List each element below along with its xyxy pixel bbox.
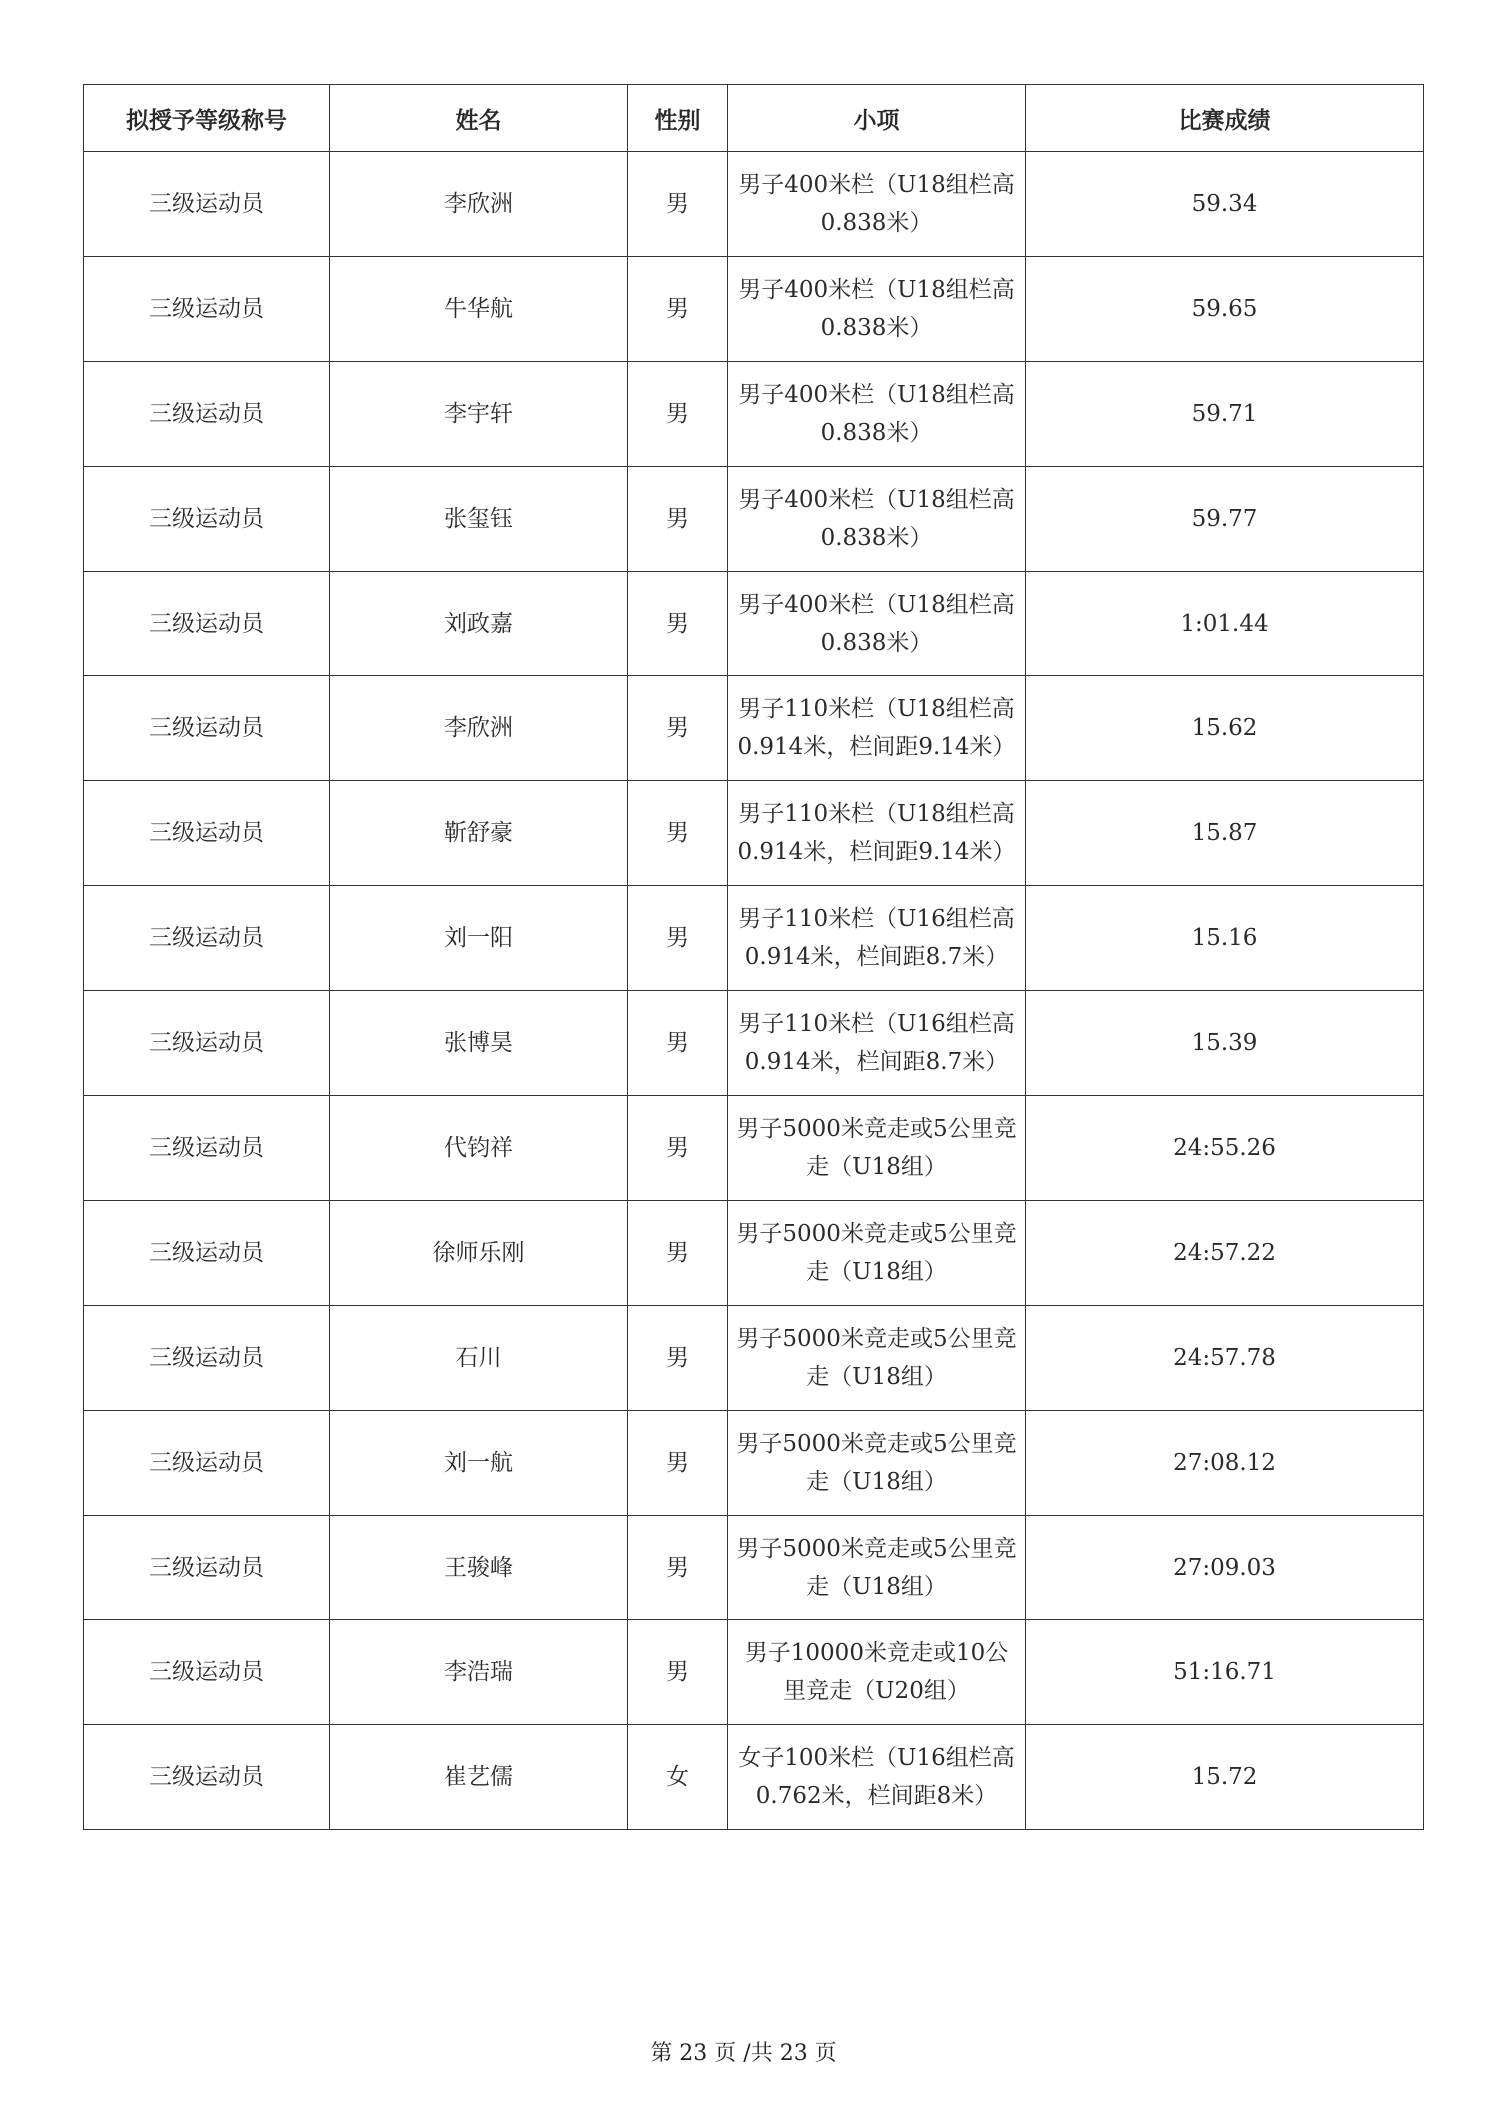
table-body <box>84 152 1424 1830</box>
cell-result: 1:01.44 <box>1026 571 1424 676</box>
cell-name: 刘一航 <box>330 1410 628 1515</box>
table-row <box>84 571 1424 676</box>
cell-grade-title: 三级运动员 <box>84 1515 330 1620</box>
cell-gender: 男 <box>628 571 728 676</box>
cell-result: 15.72 <box>1026 1725 1424 1830</box>
cell-grade-title: 三级运动员 <box>84 781 330 886</box>
cell-gender: 女 <box>628 1725 728 1830</box>
cell-event: 男子110米栏（U18组栏高0.914米，栏间距9.14米） <box>728 781 1026 886</box>
cell-name: 刘政嘉 <box>330 571 628 676</box>
cell-gender: 男 <box>628 152 728 257</box>
cell-name: 石川 <box>330 1305 628 1410</box>
header-name: 姓名 <box>330 85 628 152</box>
cell-grade-title: 三级运动员 <box>84 1305 330 1410</box>
table-row <box>84 676 1424 781</box>
cell-result: 24:57.78 <box>1026 1305 1424 1410</box>
cell-event: 男子400米栏（U18组栏高0.838米） <box>728 152 1026 257</box>
cell-name: 李欣洲 <box>330 676 628 781</box>
cell-grade-title: 三级运动员 <box>84 361 330 466</box>
cell-name: 李欣洲 <box>330 152 628 257</box>
cell-gender: 男 <box>628 256 728 361</box>
cell-grade-title: 三级运动员 <box>84 1200 330 1305</box>
cell-event: 男子110米栏（U16组栏高0.914米，栏间距8.7米） <box>728 991 1026 1096</box>
cell-event: 女子100米栏（U16组栏高0.762米，栏间距8米） <box>728 1725 1026 1830</box>
table-row <box>84 1200 1424 1305</box>
cell-event: 男子5000米竞走或5公里竞走（U18组） <box>728 1305 1026 1410</box>
cell-grade-title: 三级运动员 <box>84 466 330 571</box>
table-row <box>84 1725 1424 1830</box>
cell-gender: 男 <box>628 1305 728 1410</box>
cell-grade-title: 三级运动员 <box>84 886 330 991</box>
cell-name: 张玺钰 <box>330 466 628 571</box>
cell-grade-title: 三级运动员 <box>84 152 330 257</box>
cell-gender: 男 <box>628 1410 728 1515</box>
table-row <box>84 1620 1424 1725</box>
cell-name: 刘一阳 <box>330 886 628 991</box>
cell-gender: 男 <box>628 1096 728 1201</box>
cell-grade-title: 三级运动员 <box>84 991 330 1096</box>
header-gender: 性别 <box>628 85 728 152</box>
cell-name: 靳舒豪 <box>330 781 628 886</box>
cell-gender: 男 <box>628 991 728 1096</box>
cell-event: 男子5000米竞走或5公里竞走（U18组） <box>728 1200 1026 1305</box>
cell-result: 15.39 <box>1026 991 1424 1096</box>
cell-gender: 男 <box>628 676 728 781</box>
cell-result: 24:55.26 <box>1026 1096 1424 1201</box>
cell-event: 男子400米栏（U18组栏高0.838米） <box>728 361 1026 466</box>
table-row <box>84 886 1424 991</box>
cell-grade-title: 三级运动员 <box>84 1096 330 1201</box>
cell-name: 代钧祥 <box>330 1096 628 1201</box>
cell-gender: 男 <box>628 1620 728 1725</box>
cell-gender: 男 <box>628 781 728 886</box>
table-row <box>84 1096 1424 1201</box>
table-row <box>84 1515 1424 1620</box>
table-row <box>84 256 1424 361</box>
cell-grade-title: 三级运动员 <box>84 1410 330 1515</box>
header-result: 比赛成绩 <box>1026 85 1424 152</box>
cell-event: 男子5000米竞走或5公里竞走（U18组） <box>728 1410 1026 1515</box>
cell-name: 李宇轩 <box>330 361 628 466</box>
page-number: 第 23 页 /共 23 页 <box>650 2041 837 2066</box>
table-row <box>84 466 1424 571</box>
cell-name: 王骏峰 <box>330 1515 628 1620</box>
table-row <box>84 152 1424 257</box>
cell-result: 27:09.03 <box>1026 1515 1424 1620</box>
cell-result: 59.71 <box>1026 361 1424 466</box>
cell-grade-title: 三级运动员 <box>84 1620 330 1725</box>
cell-event: 男子10000米竞走或10公里竞走（U20组） <box>728 1620 1026 1725</box>
cell-result: 15.62 <box>1026 676 1424 781</box>
cell-name: 李浩瑞 <box>330 1620 628 1725</box>
cell-gender: 男 <box>628 466 728 571</box>
cell-result: 15.16 <box>1026 886 1424 991</box>
table-header-row <box>84 85 1424 152</box>
cell-gender: 男 <box>628 886 728 991</box>
cell-name: 牛华航 <box>330 256 628 361</box>
cell-grade-title: 三级运动员 <box>84 676 330 781</box>
table-row <box>84 361 1424 466</box>
cell-result: 59.65 <box>1026 256 1424 361</box>
cell-name: 崔艺儒 <box>330 1725 628 1830</box>
header-event: 小项 <box>728 85 1026 152</box>
table-row <box>84 781 1424 886</box>
cell-grade-title: 三级运动员 <box>84 571 330 676</box>
cell-name: 徐师乐刚 <box>330 1200 628 1305</box>
cell-result: 24:57.22 <box>1026 1200 1424 1305</box>
cell-result: 59.34 <box>1026 152 1424 257</box>
cell-result: 15.87 <box>1026 781 1424 886</box>
table-row <box>84 1410 1424 1515</box>
cell-event: 男子400米栏（U18组栏高0.838米） <box>728 256 1026 361</box>
cell-result: 27:08.12 <box>1026 1410 1424 1515</box>
cell-grade-title: 三级运动员 <box>84 256 330 361</box>
cell-gender: 男 <box>628 1200 728 1305</box>
cell-result: 51:16.71 <box>1026 1620 1424 1725</box>
cell-result: 59.77 <box>1026 466 1424 571</box>
cell-gender: 男 <box>628 361 728 466</box>
cell-event: 男子5000米竞走或5公里竞走（U18组） <box>728 1096 1026 1201</box>
cell-event: 男子110米栏（U16组栏高0.914米，栏间距8.7米） <box>728 886 1026 991</box>
cell-event: 男子5000米竞走或5公里竞走（U18组） <box>728 1515 1026 1620</box>
cell-event: 男子400米栏（U18组栏高0.838米） <box>728 466 1026 571</box>
header-grade-title: 拟授予等级称号 <box>84 85 330 152</box>
table-row <box>84 991 1424 1096</box>
athlete-grade-table <box>83 84 1424 1830</box>
cell-name: 张博昊 <box>330 991 628 1096</box>
cell-grade-title: 三级运动员 <box>84 1725 330 1830</box>
cell-event: 男子110米栏（U18组栏高0.914米，栏间距9.14米） <box>728 676 1026 781</box>
table-row <box>84 1305 1424 1410</box>
cell-gender: 男 <box>628 1515 728 1620</box>
cell-event: 男子400米栏（U18组栏高0.838米） <box>728 571 1026 676</box>
